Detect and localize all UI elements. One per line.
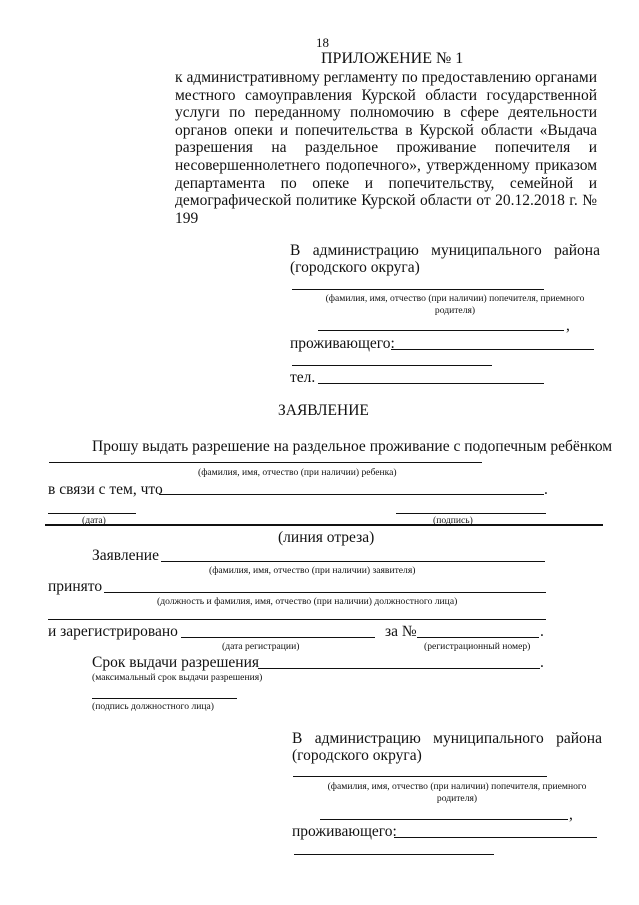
addressee-line: В администрацию муниципального района [292, 730, 602, 747]
appendix-line: услуги по переданному полномочию в сфере деятельности [175, 104, 597, 121]
official-sign-caption: (подпись должностного лица) [92, 701, 214, 712]
applicant-caption: (фамилия, имя, отчество (при наличии) заявителя) [209, 565, 416, 576]
reason-label: в связи с тем, что [48, 481, 163, 498]
request-text: Прошу выдать разрешение на раздельное проживание с подопечным ребёнком [92, 438, 613, 455]
official-caption: (должность и фамилия, имя, отчество (при наличии) должностного лица) [157, 596, 458, 607]
appendix-line: 199 [175, 210, 199, 227]
residing-label: проживающего: [292, 823, 397, 840]
reg-date-caption: (дата регистрации) [222, 641, 300, 652]
cut-line [45, 524, 603, 526]
signature-caption: (подпись) [433, 515, 473, 526]
applicant-line[interactable] [161, 561, 545, 562]
deadline-line[interactable] [258, 668, 540, 669]
appendix-line: несовершеннолетнего подопечного», утвержденному приказом [175, 157, 597, 174]
page-number: 18 [316, 35, 329, 50]
reg-date-line[interactable] [181, 637, 375, 638]
appendix-line: местного самоуправления Курской области государственной [175, 87, 597, 104]
comma: , [566, 317, 570, 334]
number-label: за № [385, 623, 417, 640]
official-line-2[interactable] [48, 619, 546, 620]
registered-period: . [540, 623, 544, 640]
deadline-label: Срок выдачи разрешения [92, 654, 260, 671]
deadline-end: . [540, 654, 544, 671]
statement-title: ЗАЯВЛЕНИЕ [278, 402, 369, 419]
addressee-line: В администрацию муниципального района [290, 242, 600, 259]
phone-label: тел. [290, 369, 316, 386]
guardian-caption: (фамилия, имя, отчество (при наличии) попечителя, приемного [325, 293, 585, 304]
guardian-caption-2: родителя) [436, 793, 478, 804]
residing-label: проживающего: [290, 335, 395, 352]
appendix-line: департамента по опеке и попечительству, семейной и [175, 175, 597, 192]
comma: , [569, 806, 573, 823]
appendix-line: органов опеки и попечительства в Курской области «Выдача [175, 122, 597, 139]
date-caption: (дата) [82, 515, 106, 526]
residing-line-2[interactable] [294, 854, 494, 855]
residing-line[interactable] [394, 837, 597, 838]
date-line[interactable] [48, 513, 136, 514]
appendix-title: ПРИЛОЖЕНИЕ № 1 [321, 50, 464, 67]
child-caption: (фамилия, имя, отчество (при наличии) ребенка) [198, 467, 397, 478]
official-line[interactable] [104, 592, 546, 593]
guardian-caption: (фамилия, имя, отчество (при наличии) попечителя, приемного [327, 781, 587, 792]
guardian-name-line[interactable] [292, 289, 544, 290]
child-name-line[interactable] [49, 462, 482, 463]
appendix-line: разрешения на раздельное проживание попечителя и [175, 139, 597, 156]
signature-line[interactable] [396, 513, 546, 514]
addressee-line-2: (городского округа) [292, 747, 422, 764]
appendix-line: демографической политике Курской области от 20.12.2018 г. № [175, 192, 597, 209]
reg-number-caption: (регистрационный номер) [424, 641, 531, 652]
deadline-caption: (максимальный срок выдачи разрешения) [92, 672, 263, 683]
reason-line[interactable] [159, 494, 544, 495]
phone-line[interactable] [318, 383, 544, 384]
addressee-line-2: (городского округа) [290, 259, 420, 276]
guardian-name-line[interactable] [293, 776, 547, 777]
official-sign-line[interactable] [92, 698, 237, 699]
accepted-label: принято [48, 578, 103, 595]
guardian-name-line-2[interactable] [318, 330, 564, 331]
residing-line[interactable] [391, 349, 594, 350]
receipt-statement-label: Заявление [92, 547, 159, 564]
reg-number-line[interactable] [417, 637, 539, 638]
guardian-caption-2: родителя) [434, 305, 476, 316]
registered-label: и зарегистрировано [48, 623, 178, 640]
guardian-name-line-2[interactable] [320, 819, 568, 820]
reason-end: . [544, 481, 548, 498]
residing-line-2[interactable] [292, 365, 492, 366]
cut-line-label: (линия отреза) [278, 529, 375, 546]
appendix-line: к административному регламенту по предоставлению органами [175, 69, 597, 86]
